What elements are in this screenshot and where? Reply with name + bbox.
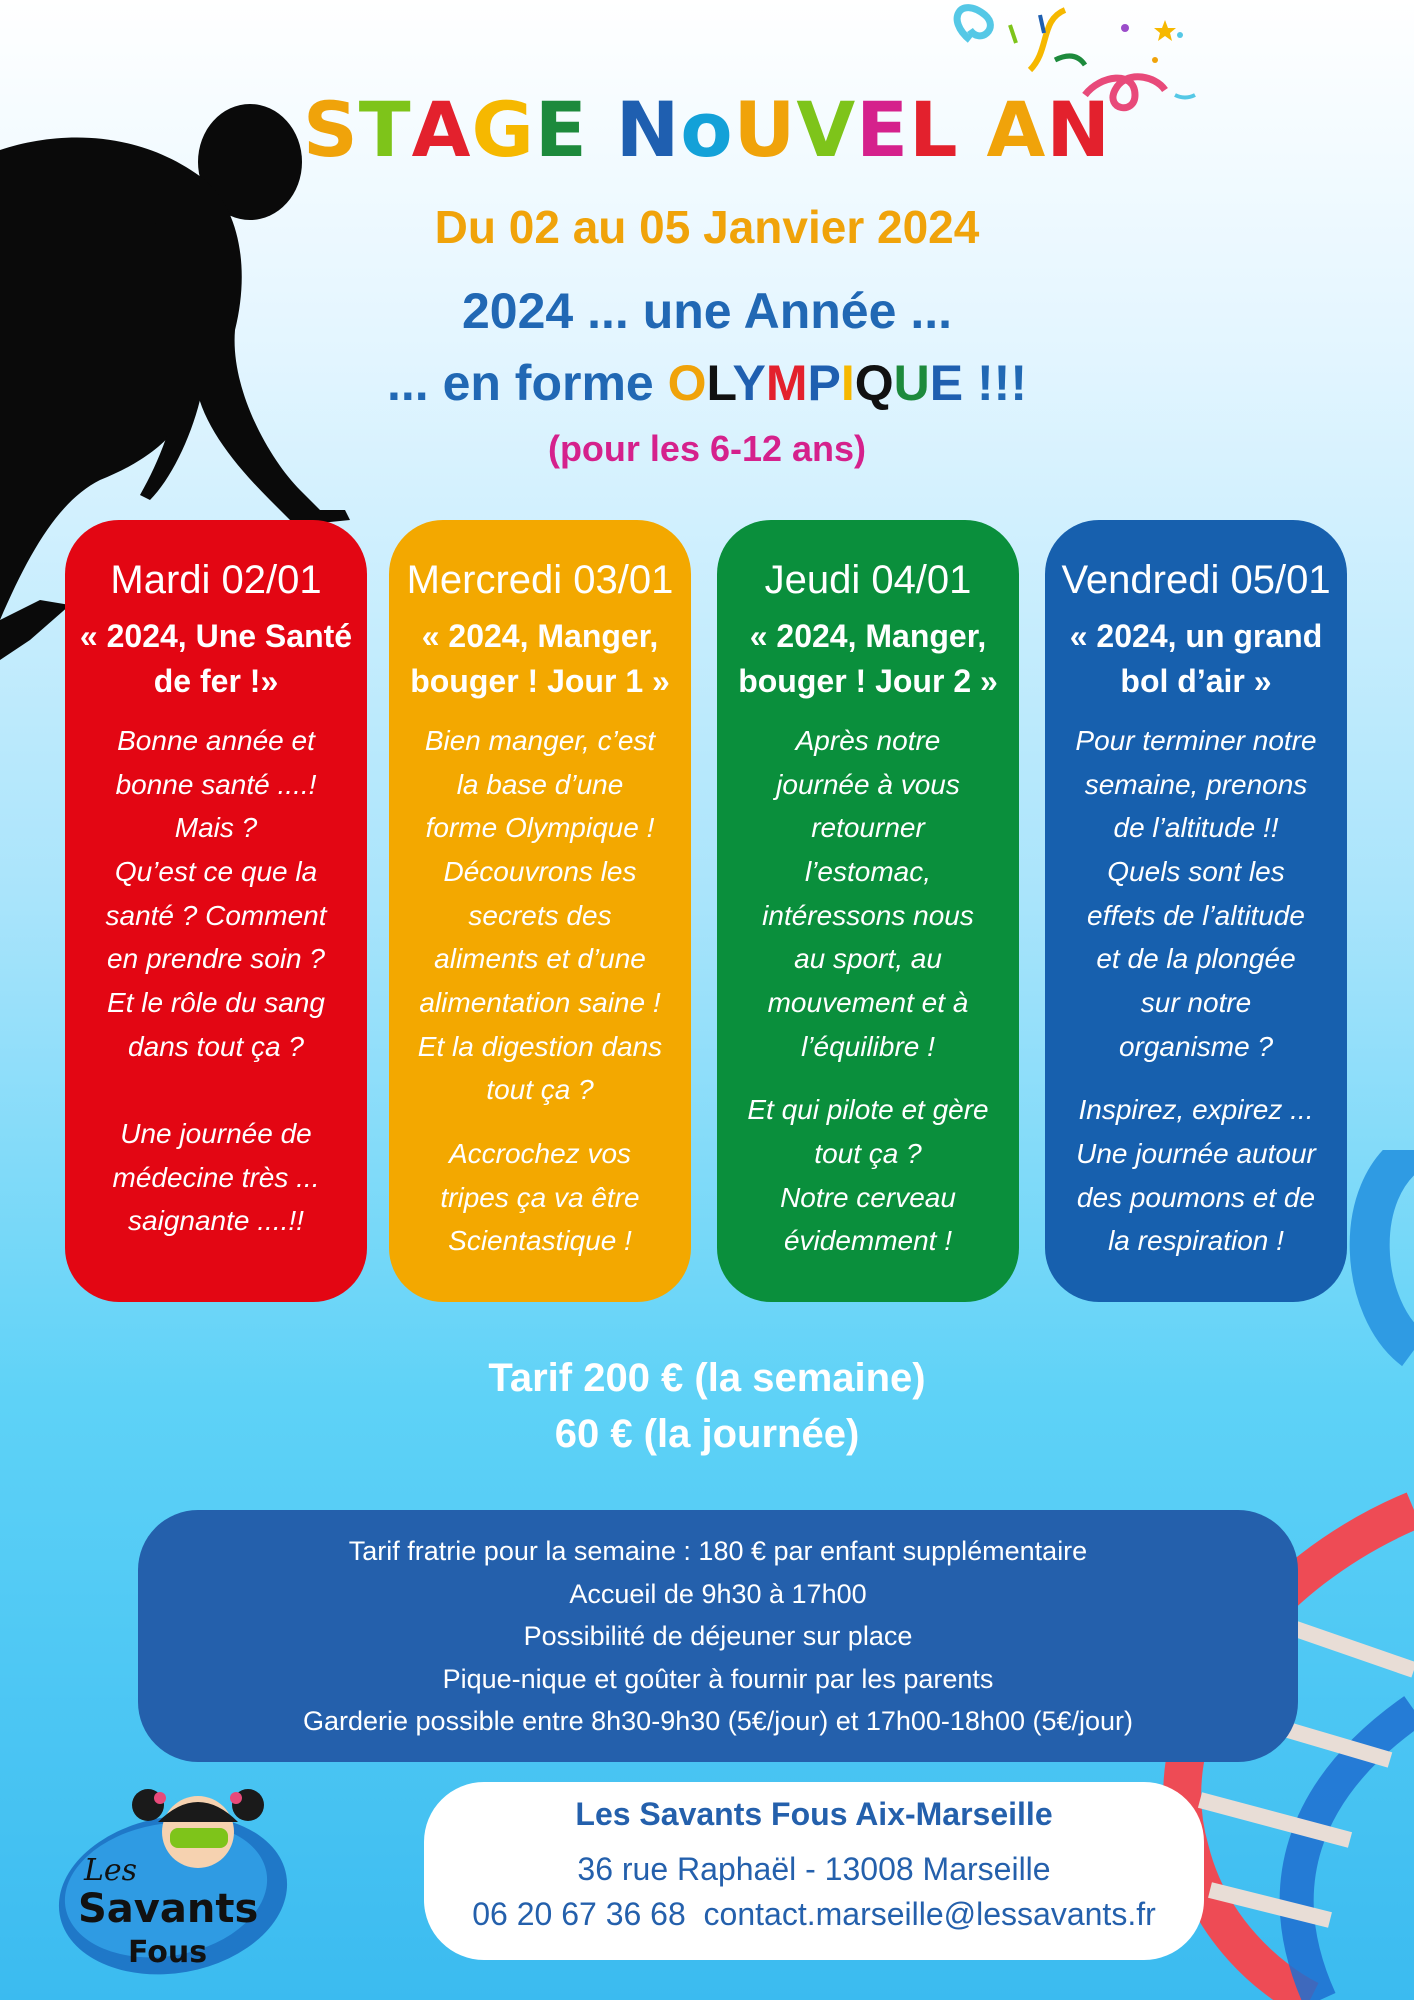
day-title: Mardi 02/01 (110, 558, 322, 602)
day-theme (1045, 614, 1347, 705)
closing-line: des poumons et de (1076, 1181, 1316, 1213)
theme-line: bouger ! Jour 1 » (410, 663, 670, 700)
logo-text-savants: Savants (78, 1886, 259, 1932)
closing-line: Et qui pilote et gère (747, 1094, 989, 1126)
description-line: Une journée de (120, 1117, 312, 1149)
day-description (717, 719, 1019, 1068)
description-line: journée à vous (776, 768, 960, 800)
description-line: la base d’une (456, 768, 624, 800)
title-letter: G (471, 85, 535, 174)
title-letter: N (1046, 85, 1111, 174)
theme-line: de fer !» (153, 663, 279, 700)
olympique-letter: M (765, 355, 808, 411)
description-line: santé ? Comment (105, 899, 327, 931)
info-line: Pique-nique et goûter à fournir par les parents (442, 1663, 994, 1694)
title-letter: E (534, 85, 588, 174)
phone[interactable]: 06 20 67 36 68 (472, 1896, 686, 1932)
description-line: l’estomac, (804, 855, 932, 887)
tagline-prefix: ... en forme (387, 355, 668, 411)
description-line: en prendre soin ? (107, 943, 325, 975)
theme-line: « 2024, Une Santé (79, 618, 353, 654)
title-letter: U (733, 85, 797, 174)
closing-line: Une journée autour (1076, 1137, 1316, 1169)
closing-line: la respiration ! (1108, 1225, 1284, 1257)
day-theme (389, 614, 691, 705)
closing-line: Notre cerveau (780, 1181, 956, 1213)
day-card (389, 520, 691, 1302)
price-week: Tarif 200 € (la semaine) (488, 1356, 926, 1400)
description-line: secrets des (468, 899, 612, 931)
description-line: Et le rôle du sang (107, 986, 325, 1018)
day-description (1045, 719, 1347, 1068)
day-card (65, 520, 367, 1302)
olympique-letter: Y (732, 355, 766, 411)
closing-line: tout ça ? (814, 1137, 922, 1169)
title-letter: S (303, 85, 359, 174)
description-line: alimentation saine ! (419, 986, 661, 1018)
organization-name: Les Savants Fous Aix-Marseille (575, 1796, 1053, 1832)
theme-line: bol d’air » (1120, 663, 1272, 700)
info-box (138, 1510, 1298, 1762)
olympique-letter: I (840, 355, 855, 411)
description-line: retourner (811, 812, 925, 844)
day-closing (717, 1088, 1019, 1263)
tagline-line-2 (0, 354, 1414, 412)
description-line: aliments et d’une (434, 943, 646, 975)
info-line: Garderie possible entre 8h30-9h30 (5€/jour) et 17h00-18h00 (5€/jour) (302, 1706, 1134, 1736)
description-line: Et la digestion dans (417, 1030, 663, 1062)
info-line: Accueil de 9h30 à 17h00 (569, 1578, 867, 1609)
description-line: Après notre (795, 724, 941, 756)
theme-line: « 2024, un grand (1069, 618, 1323, 654)
day-description (389, 719, 691, 1112)
day-theme (717, 614, 1019, 705)
description-line: bonne santé ....! (115, 768, 317, 800)
olympique-letter: E (929, 355, 964, 411)
description-line: saignante ....!! (128, 1205, 304, 1237)
olympique-letter: L (706, 355, 733, 411)
title-letter: T (358, 85, 412, 174)
olympique-word (668, 355, 964, 411)
logo-text-les: Les (84, 1853, 138, 1888)
description-line: sur notre (1140, 986, 1252, 1018)
closing-line: Scientastique ! (448, 1225, 632, 1257)
tagline-suffix: !!! (963, 355, 1027, 411)
day-title: Jeudi 04/01 (764, 558, 972, 602)
description-line: Quels sont les (1107, 855, 1285, 887)
title-letter: E (856, 85, 910, 174)
description-line: mouvement et à (767, 986, 969, 1018)
closing-line: Inspirez, expirez ... (1078, 1094, 1314, 1126)
contact-line (424, 1896, 1204, 1933)
day-closing (1045, 1088, 1347, 1263)
day-card (717, 520, 1019, 1302)
info-line: Possibilité de déjeuner sur place (523, 1621, 913, 1651)
description-line: effets de l’altitude (1087, 899, 1305, 931)
poster-title (0, 85, 1414, 174)
description-line (71, 1068, 361, 1112)
title-letter: A (411, 85, 472, 174)
les-savants-fous-logo (48, 1770, 298, 1980)
title-letter: A (986, 85, 1047, 174)
description-line: intéressons nous (762, 899, 974, 931)
description-line: Découvrons les (443, 855, 637, 887)
theme-line: bouger ! Jour 2 » (738, 663, 998, 700)
logo-text-fous: Fous (128, 1935, 208, 1970)
address: 36 rue Raphaël - 13008 Marseille (577, 1851, 1051, 1887)
description-line: Qu’est ce que la (114, 855, 318, 887)
description-line: Mais ? (174, 812, 258, 844)
olympique-letter: Q (854, 355, 894, 411)
description-line: de l’altitude !! (1113, 812, 1279, 844)
closing-line: tripes ça va être (440, 1181, 640, 1213)
closing-line: évidemment ! (783, 1225, 953, 1257)
title-letter: N (615, 85, 681, 174)
dates: Du 02 au 05 Janvier 2024 (434, 201, 980, 253)
description-line: l’équilibre ! (801, 1030, 935, 1062)
description-line: Bien manger, c’est (424, 724, 656, 756)
theme-line: « 2024, Manger, (749, 618, 987, 654)
description-line: Pour terminer notre (1075, 724, 1317, 756)
title-letter: o (680, 85, 734, 174)
olympique-letter: P (807, 355, 841, 411)
description-line: et de la plongée (1096, 943, 1296, 975)
price-day: 60 € (la journée) (554, 1412, 860, 1456)
description-line: forme Olympique ! (425, 812, 655, 844)
day-card (1045, 520, 1347, 1302)
description-line: au sport, au (794, 943, 942, 975)
title-letter: L (909, 85, 959, 174)
description-line: tout ça ? (486, 1074, 594, 1106)
info-line: Tarif fratrie pour la semaine : 180 € par enfant supplémentaire (348, 1536, 1088, 1566)
closing-line: Accrochez vos (448, 1137, 632, 1169)
description-line: organisme ? (1118, 1030, 1274, 1062)
description-line: médecine très ... (112, 1161, 320, 1193)
day-description (65, 719, 367, 1243)
description-line: dans tout ça ? (128, 1030, 304, 1062)
contact-box (424, 1782, 1204, 1960)
age-range: (pour les 6-12 ans) (547, 428, 867, 469)
day-theme (65, 614, 367, 705)
theme-line: « 2024, Manger, (421, 618, 659, 654)
olympique-letter: U (893, 355, 930, 411)
email-link[interactable]: contact.marseille@lessavants.fr (703, 1896, 1156, 1932)
tagline-line-1: 2024 ... une Année ... (462, 283, 952, 339)
day-title: Vendredi 05/01 (1061, 558, 1331, 602)
description-line: Bonne année et (117, 724, 315, 756)
description-line: semaine, prenons (1084, 768, 1308, 800)
title-letter: V (796, 85, 857, 174)
day-title: Mercredi 03/01 (406, 558, 674, 602)
day-closing (389, 1132, 691, 1263)
olympique-letter: O (667, 355, 707, 411)
